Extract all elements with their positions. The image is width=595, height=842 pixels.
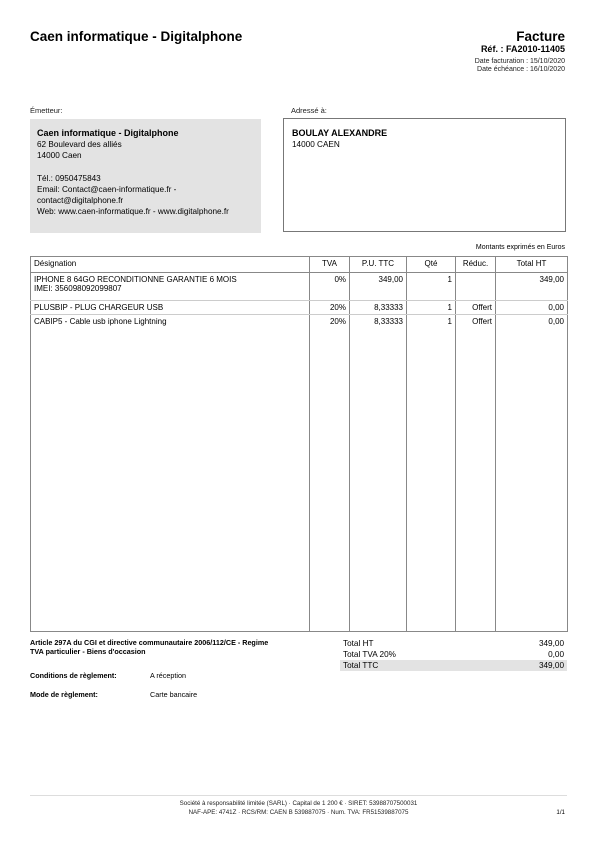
col-header-unit-price: P.U. TTC (350, 257, 407, 273)
document-type: Facture (516, 29, 565, 44)
item-name: IPHONE 8 64GO RECONDITIONNE GARANTIE 6 MOIS (34, 275, 237, 284)
sender-label: Émetteur: (30, 106, 63, 115)
recipient-label: Adressé à: (291, 106, 327, 115)
payment-mode-value: Carte bancaire (150, 690, 198, 699)
table-row (31, 273, 568, 301)
sender-website: Web: www.caen-informatique.fr - www.digitalphone.fr (37, 207, 229, 216)
payment-mode-label: Mode de règlement: (30, 690, 98, 699)
cell-quantity: 1 (407, 301, 456, 315)
cell-unit-price: 8,33333 (350, 301, 407, 315)
cell-designation: PLUSBIP - PLUG CHARGEUR USB (31, 301, 310, 315)
currency-note: Montants exprimés en Euros (475, 244, 565, 251)
cell-total: 349,00 (496, 273, 568, 301)
total-ht-label: Total HT (343, 639, 374, 648)
footer-company-info: Société à responsabilité limitée (SARL) · Capital de 1 200 € · SIRET: 53988707500031 (179, 800, 418, 807)
cell-designation: CABIP5 - Cable usb iphone Lightning (31, 315, 310, 632)
col-header-discount: Réduc. (456, 257, 496, 273)
cell-quantity: 1 (407, 315, 456, 632)
table-header-row (31, 257, 568, 273)
footer-registration-info: NAF-APE: 4741Z · RCS/RM: CAEN B 539887075 · Num. TVA: FR51539887075 (188, 809, 409, 816)
cell-unit-price: 8,33333 (350, 315, 407, 632)
cell-discount: Offert (456, 315, 496, 632)
due-date: Date échéance : 16/10/2020 (477, 66, 565, 73)
invoice-date: Date facturation : 15/10/2020 (474, 58, 565, 65)
col-header-quantity: Qté (407, 257, 456, 273)
payment-conditions-value: A réception (150, 671, 186, 680)
sender-email-line2: contact@digitalphone.fr (37, 196, 124, 205)
cell-tva: 20% (310, 301, 350, 315)
cell-tva: 0% (310, 273, 350, 301)
recipient-name: BOULAY ALEXANDRE (292, 128, 388, 138)
total-tva-row (340, 649, 567, 660)
total-ttc-value: 349,00 (538, 661, 564, 670)
sender-email-line1: Email: Contact@caen-informatique.fr - (37, 185, 177, 194)
total-tva-value: 0,00 (548, 650, 564, 659)
cell-tva: 20% (310, 315, 350, 632)
cell-discount: Offert (456, 301, 496, 315)
total-ht-value: 349,00 (538, 639, 564, 648)
cell-quantity: 1 (407, 273, 456, 301)
total-ht-row (340, 638, 567, 649)
footer-divider (30, 795, 567, 796)
recipient-box (283, 118, 566, 232)
table-row (31, 301, 568, 315)
sender-box (30, 119, 261, 233)
company-title: Caen informatique - Digitalphone (30, 29, 243, 44)
items-table (30, 256, 568, 632)
legal-mention (30, 638, 320, 656)
col-header-designation: Désignation (31, 257, 310, 273)
cell-discount (456, 273, 496, 301)
sender-address-line1: 62 Boulevard des alliés (37, 140, 122, 149)
totals-block (340, 638, 567, 671)
col-header-total: Total HT (496, 257, 568, 273)
invoice-reference: Réf. : FA2010-11405 (480, 44, 565, 54)
legal-mention-line1: Article 297A du CGI et directive communautaire 2006/112/CE - Regime (30, 638, 269, 647)
total-tva-label: Total TVA 20% (343, 650, 396, 659)
sender-address-line2: 14000 Caen (37, 151, 82, 160)
cell-unit-price: 349,00 (350, 273, 407, 301)
page-number: 1/1 (556, 809, 565, 816)
cell-total: 0,00 (496, 315, 568, 632)
item-detail: IMEI: 356098092099807 (34, 284, 122, 293)
cell-designation (31, 273, 310, 301)
table-row (31, 315, 568, 632)
cell-total: 0,00 (496, 301, 568, 315)
total-ttc-label: Total TTC (343, 661, 379, 670)
col-header-tva: TVA (310, 257, 350, 273)
sender-name: Caen informatique - Digitalphone (37, 128, 179, 138)
sender-phone: Tél.: 0950475843 (37, 174, 101, 183)
recipient-city: 14000 CAEN (292, 140, 340, 149)
payment-conditions-label: Conditions de règlement: (30, 671, 117, 680)
total-ttc-row (340, 660, 567, 671)
legal-mention-line2: TVA particulier - Biens d'occasion (30, 647, 146, 656)
